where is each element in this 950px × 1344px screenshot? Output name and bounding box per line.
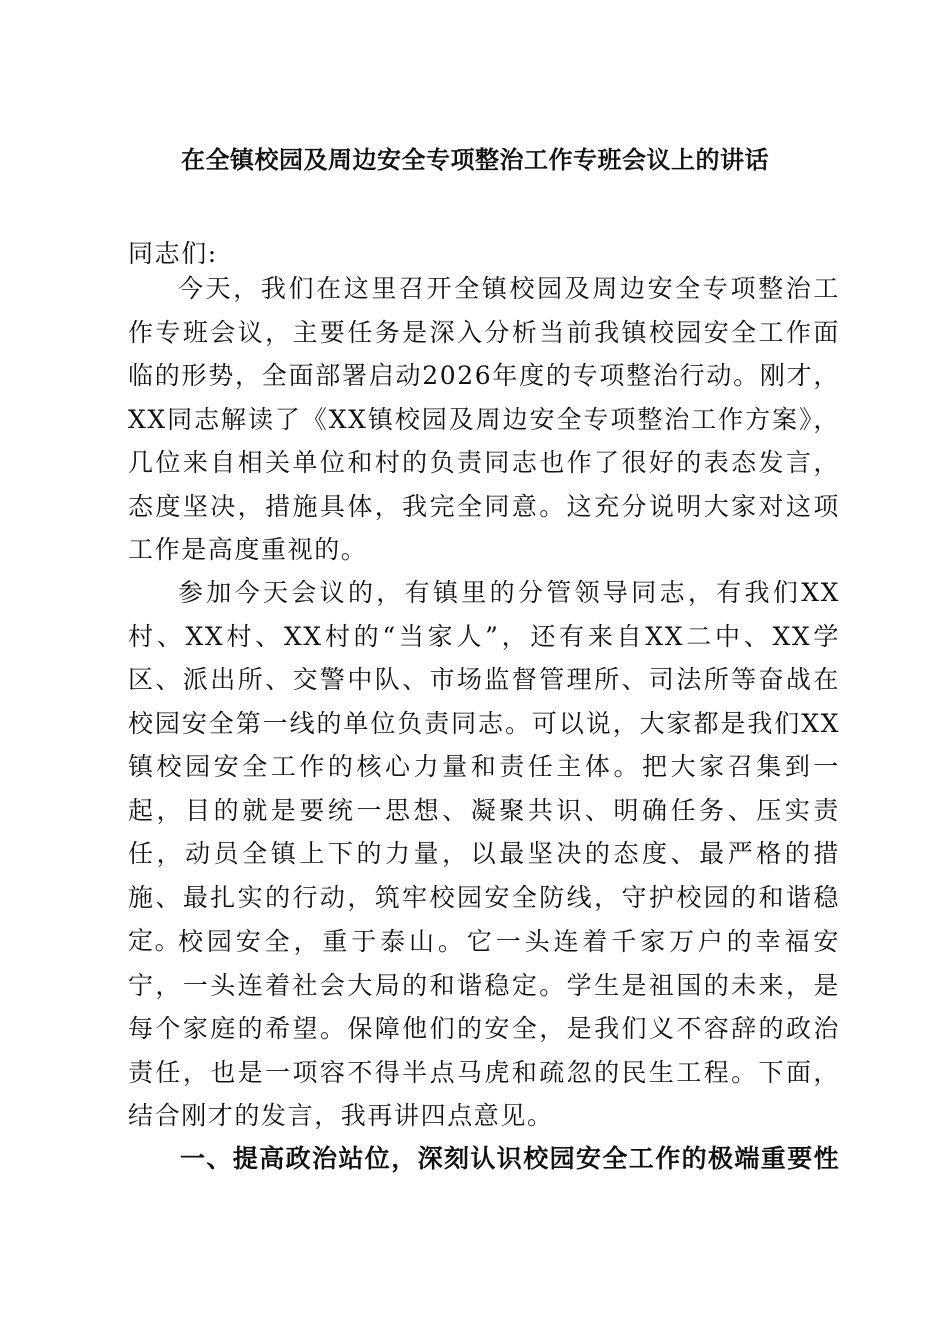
paragraph-3: 校园安全，重于泰山。它一头连着千家万户的幸福安宁，一头连着社会大局的和谐稳定。学生是祖国的未来，是每个家庭的希望。保障他们的安全，是我们义不容辞的政治责任，也是一项容不得半点马虎和疏忽的民生工程。下面，结合刚才的发言，我再讲四点意见。 (128, 927, 840, 1130)
paragraph-2: 参加今天会议的，有镇里的分管领导同志，有我们XX村、XX村、XX村的“当家人”，还有来自XX二中、XX学区、派出所、交警中队、市场监督管理所、司法所等奋战在校园安全第一线的单位负责同志。可以说，大家都是我们XX镇校园安全工作的核心力量和责任主体。把大家召集到一起，目的就是要统一思想、凝聚共识、明确任务、压实责任，动员全镇上下的力量，以最坚决的态度、最严格的措施、最扎实的行动，筑牢校园安全防线，守护校园的和谐稳定。 (128, 578, 840, 955)
paragraph-1: 今天，我们在这里召开全镇校园及周边安全专项整治工作专班会议，主要任务是深入分析当前我镇校园安全工作面临的形势，全面部署启动2026年度的专项整治行动。刚才，XX同志解读了《XX镇校园及周边安全专项整治工作方案》，几位来自相关单位和村的负责同志也作了很好的表态发言，态度坚决，措施具体，我完全同意。这充分说明大家对这项工作是高度重视的。 (128, 274, 840, 564)
section-heading-1: 一、提高政治站位，深刻认识校园安全工作的极端重要性 (180, 1144, 841, 1173)
document-title: 在全镇校园及周边安全专项整治工作专班会议上的讲话 (181, 145, 769, 174)
salutation: 同志们: (128, 239, 218, 268)
